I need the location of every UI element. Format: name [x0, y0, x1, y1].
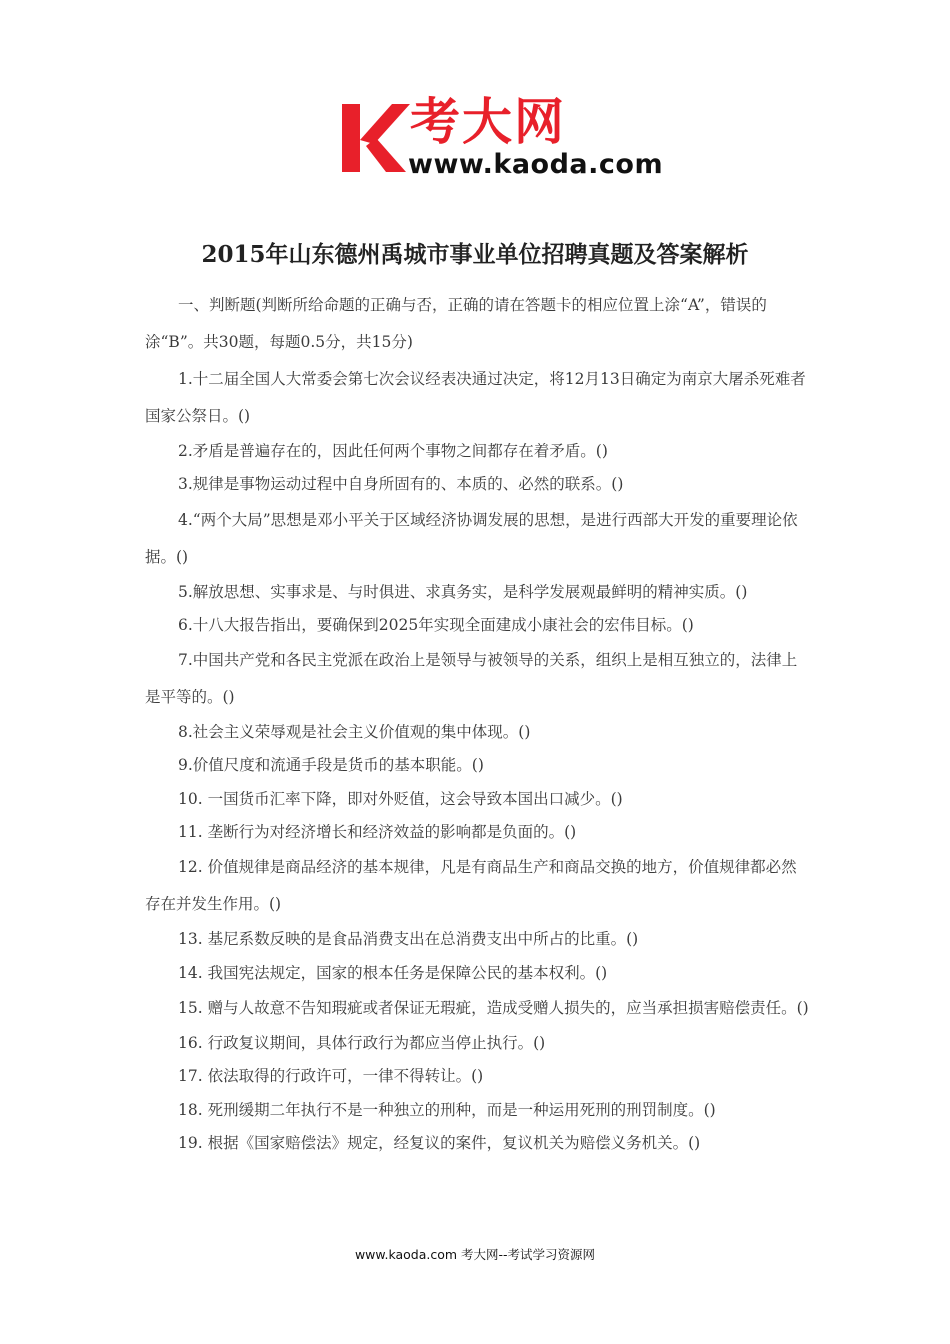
section-intro: 一、判断题(判断所给命题的正确与否，正确的请在答题卡的相应位置上涂“A”，错误的涂“B”。共30题，每题0.5分，共15分) [145, 296, 767, 351]
question-1: 1.十二届全国人大常委会第七次会议经表决通过决定，将12月13日确定为南京大屠杀死难者国家公祭日。() [145, 370, 806, 425]
question-15: 15. 赠与人故意不告知瑕疵或者保证无瑕疵，造成受赠人损失的，应当承担损害赔偿责任。() [178, 998, 809, 1017]
logo-brand-text: 考大网 [410, 93, 566, 151]
question-10: 10. 一国货币汇率下降，即对外贬值，这会导致本国出口减少。() [178, 789, 623, 808]
question-16: 16. 行政复议期间，具体行政行为都应当停止执行。() [178, 1033, 546, 1052]
question-14: 14. 我国宪法规定，国家的根本任务是保障公民的基本权利。() [178, 963, 608, 982]
question-5: 5.解放思想、实事求是、与时俱进、求真务实，是科学发展观最鲜明的精神实质。() [178, 582, 748, 601]
page-title: 2015年山东德州禹城市事业单位招聘真题及答案解析 [201, 241, 749, 268]
k-logo-icon [340, 100, 410, 176]
question-13: 13. 基尼系数反映的是食品消费支出在总消费支出中所占的比重。() [178, 930, 639, 949]
question-18: 18. 死刑缓期二年执行不是一种独立的刑种，而是一种运用死刑的刑罚制度。() [178, 1100, 716, 1119]
question-11: 11. 垄断行为对经济增长和经济效益的影响都是负面的。() [178, 823, 577, 842]
page-footer: www.kaoda.com 考大网--考试学习资源网 [354, 1247, 596, 1262]
question-3: 3.规律是事物运动过程中自身所固有的、本质的、必然的联系。() [178, 475, 624, 494]
question-9: 9.价值尺度和流通手段是货币的基本职能。() [178, 756, 484, 775]
question-17: 17. 依法取得的行政许可，一律不得转让。() [178, 1067, 484, 1086]
question-12: 12. 价值规律是商品经济的基本规律，凡是有商品生产和商品交换的地方，价值规律都必然存在并发生作用。() [145, 858, 797, 914]
question-8: 8.社会主义荣辱观是社会主义价值观的集中体现。() [178, 723, 531, 742]
question-4: 4.“两个大局”思想是邓小平关于区域经济协调发展的思想，是进行西部大开发的重要理论依据。() [145, 510, 798, 566]
question-6: 6.十八大报告指出，要确保到2025年实现全面建成小康社会的宏伟目标。() [178, 615, 694, 634]
question-19: 19. 根据《国家赔偿法》规定，经复议的案件，复议机关为赔偿义务机关。() [178, 1133, 701, 1152]
logo-url: www.kaoda.com [408, 149, 664, 180]
question-2: 2.矛盾是普遍存在的，因此任何两个事物之间都存在着矛盾。() [178, 442, 608, 460]
kaoda-logo [340, 92, 670, 187]
question-7: 7.中国共产党和各民主党派在政治上是领导与被领导的关系，组织上是相互独立的，法律上是平等的。() [145, 651, 798, 707]
document-body [145, 287, 810, 1160]
